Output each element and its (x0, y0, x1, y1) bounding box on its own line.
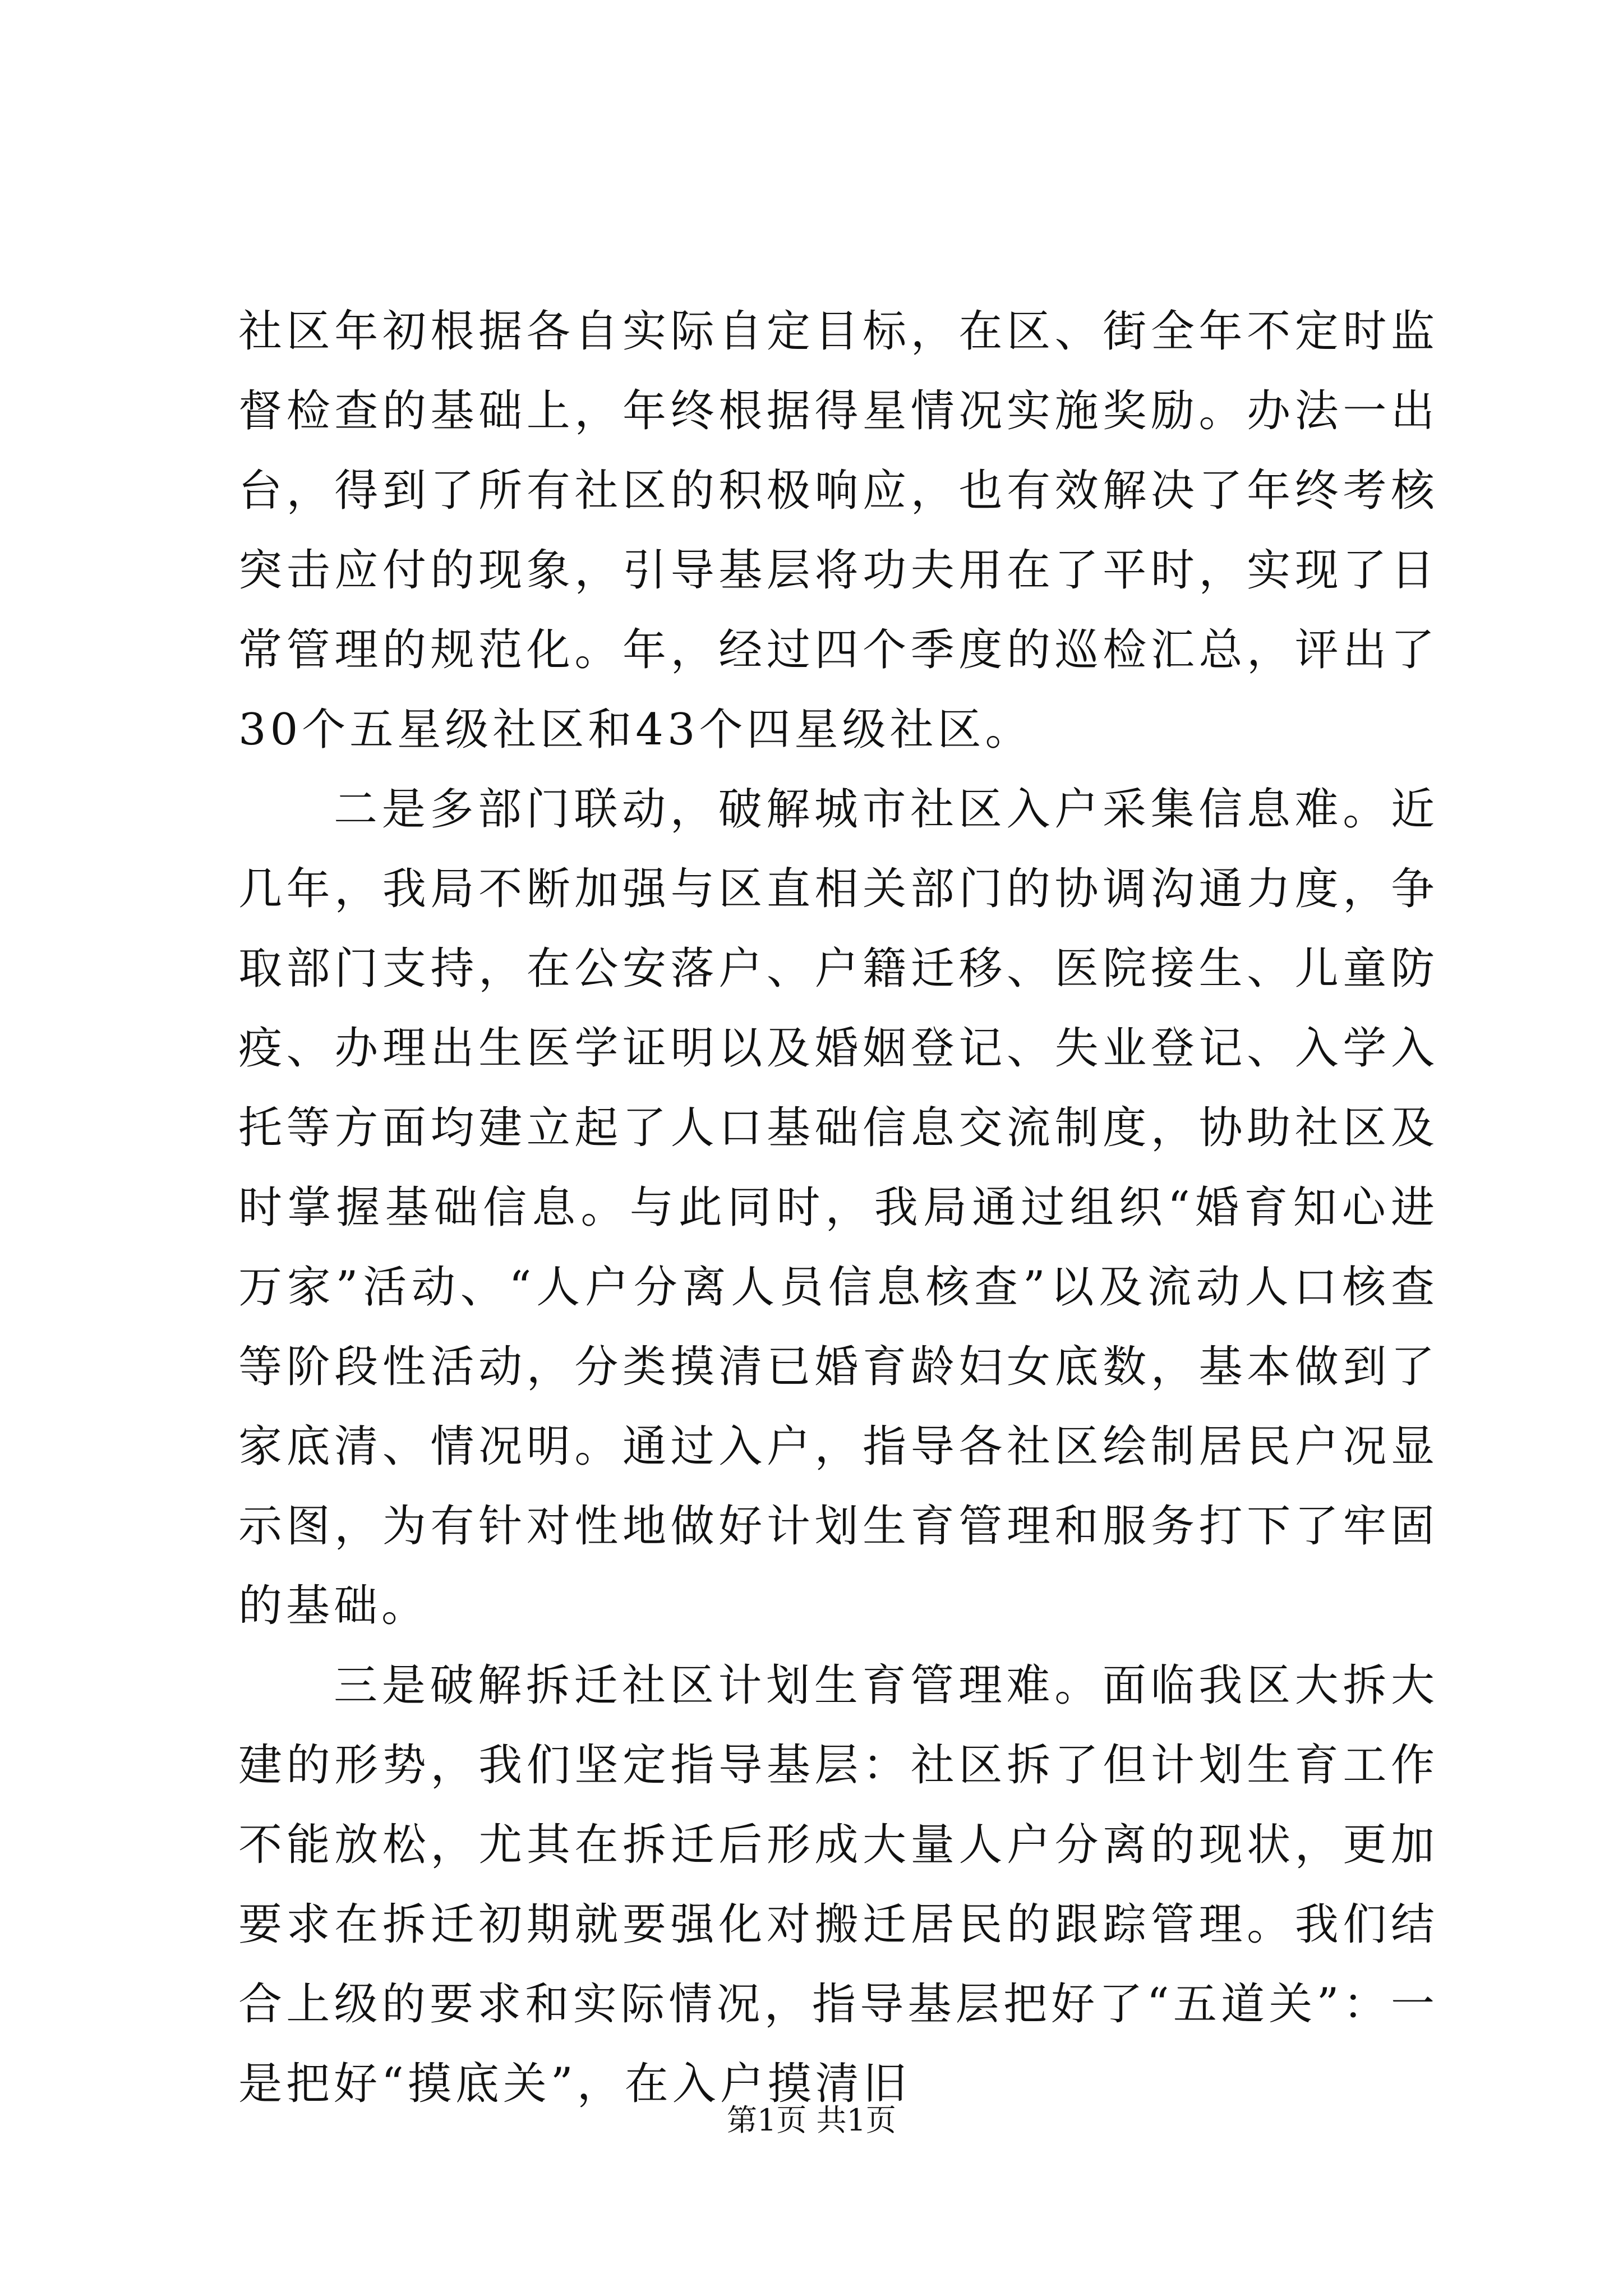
paragraph-3: 三是破解拆迁社区计划生育管理难。面临我区大拆大建的形势，我们坚定指导基层：社区拆了但计划生育工作不能放松，尤其在拆迁后形成大量人户分离的现状，更加要求在拆迁初期就要强化对搬迁居民的跟踪管理。我们结合上级的要求和实际情况，指导基层把好了“五道关”：一是把好“摸底关”，在入户摸清旧 (238, 1660, 1438, 2109)
document-body (238, 292, 1438, 2124)
paragraph-1: 社区年初根据各自实际自定目标，在区、街全年不定时监督检查的基础上，年终根据得星情况实施奖励。办法一出台，得到了所有社区的积极响应，也有效解决了年终考核突击应付的现象，引导基层将功夫用在了平时，实现了日常管理的规范化。年，经过四个季度的巡检汇总，评出了30个五星级社区和43个四星级社区。 (238, 306, 1438, 755)
page-footer: 第1页 共1页 (727, 2102, 896, 2138)
paragraph-2: 二是多部门联动，破解城市社区入户采集信息难。近几年，我局不断加强与区直相关部门的协调沟通力度，争取部门支持，在公安落户、户籍迁移、医院接生、儿童防疫、办理出生医学证明以及婚姻登记、失业登记、入学入托等方面均建立起了人口基础信息交流制度，协助社区及时掌握基础信息。与此同时，我局通过组织“婚育知心进万家”活动、“人户分离人员信息核查”以及流动人口核查等阶段性活动，分类摸清已婚育龄妇女底数，基本做到了家底清、情况明。通过入户，指导各社区绘制居民户况显示图，为有针对性地做好计划生育管理和服务打下了牢固的基础。 (238, 784, 1438, 1631)
